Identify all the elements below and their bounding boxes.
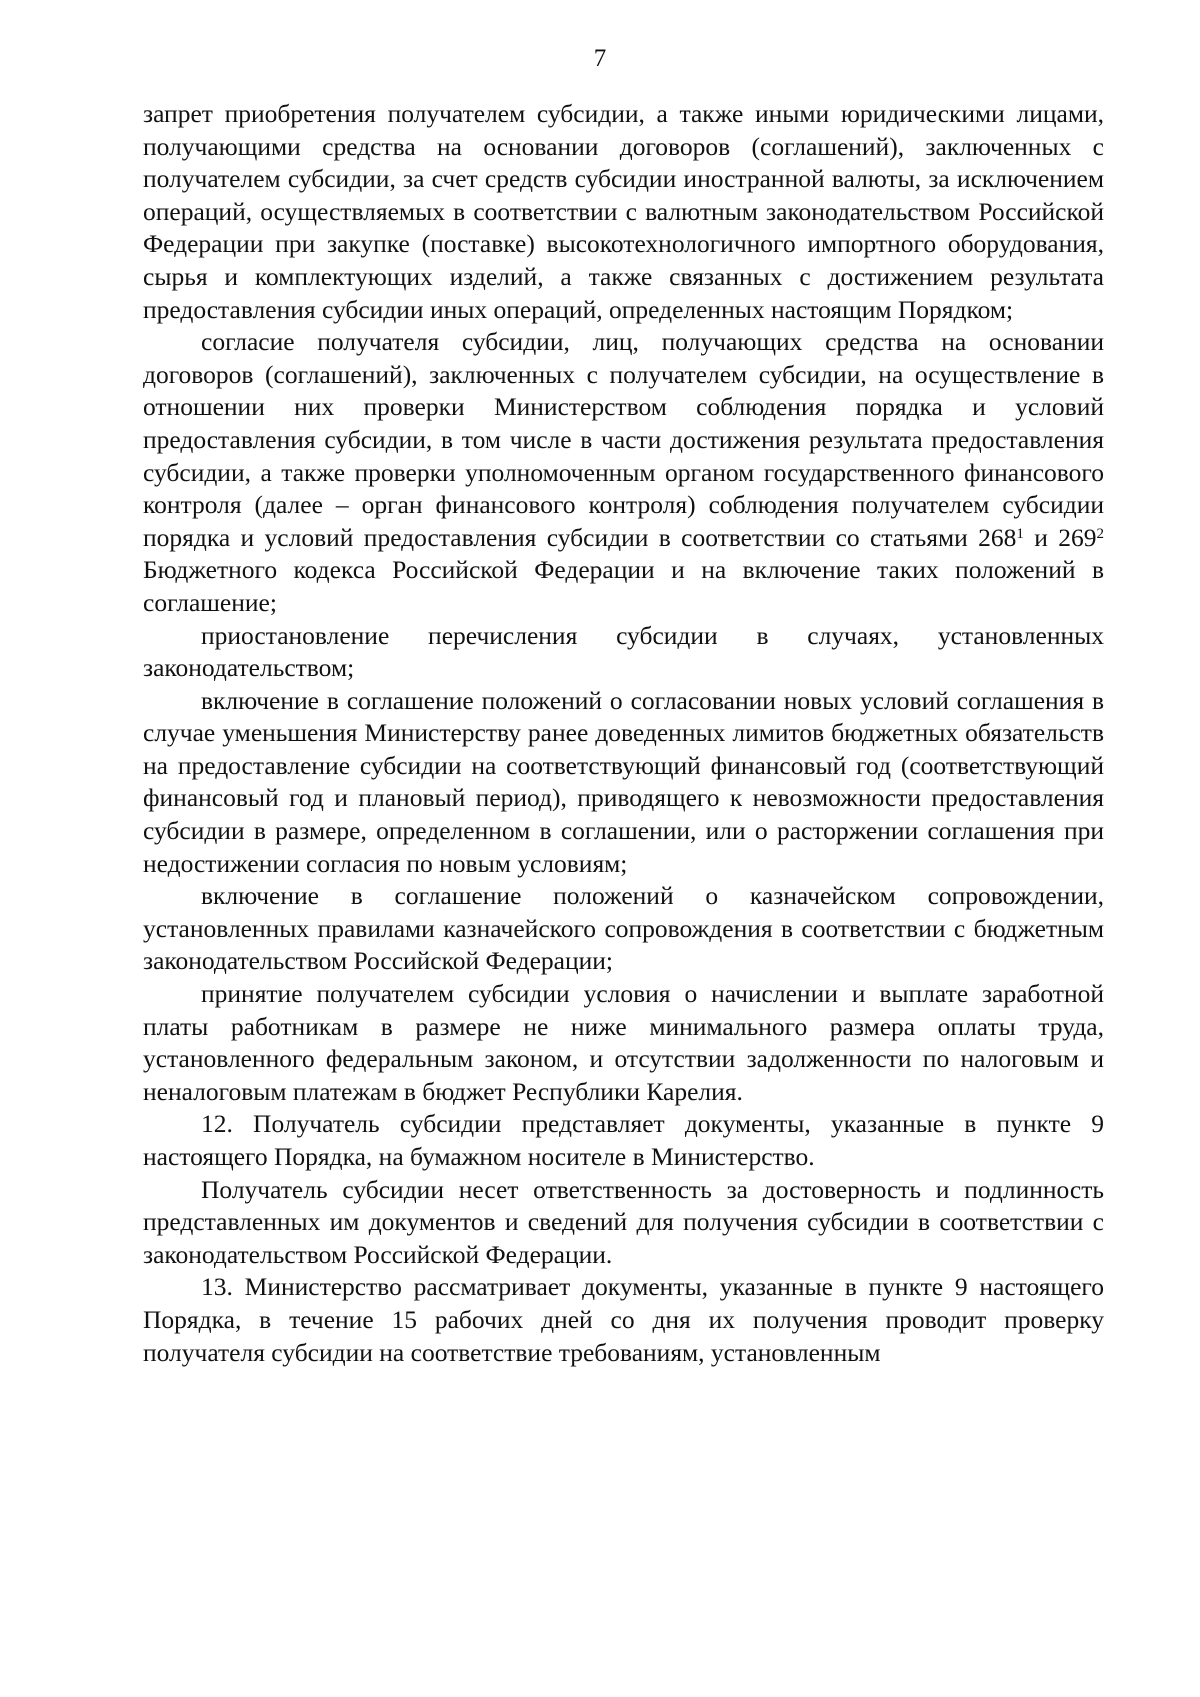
superscript: 1 xyxy=(1016,525,1024,542)
paragraph-text: и 269 xyxy=(1023,522,1097,552)
paragraph-text: Бюджетного кодекса Российской Федерации и на включение таких положений в соглашение; xyxy=(143,555,1104,617)
paragraph-suspension: приостановление перечисления субсидии в случаях, установленных законодательством; xyxy=(143,620,1104,683)
paragraph-new-conditions: включение в соглашение положений о согласовании новых условий соглашения в случае уменьшения Министерству ранее доведенных лимитов бюджетных обязательств на предоставление субсидии на соответствующий финансовый год (соответствующий финансовый год и плановый период), приводящего к невозможности предоставления субсидии в размере, определенном в соглашении, или о расторжении соглашения при недостижении согласия по новым условиям; xyxy=(143,685,1104,878)
paragraph-item-13: 13. Министерство рассматривает документы, указанные в пункте 9 настоящего Порядка, в течение 15 рабочих дней со дня их получения проводит проверку получателя субсидии на соответствие требованиям, установленным xyxy=(143,1272,1104,1367)
paragraph-text: согласие получателя субсидии, лиц, получающих средства на основании договоров (соглашений), заключенных с получателем субсидии, на осуществление в отношении них проверки Министерством соблюдения порядка и условий предоставления субсидии, в том числе в части достижения результата предоставления субсидии, а также проверки уполномоченным органом государственного финансового контроля (далее – орган финансового контроля) соблюдения получателем субсидии порядка и условий предоставления субсидии в соответствии со статьями 268 xyxy=(143,327,1104,552)
page-number: 7 xyxy=(593,45,607,72)
document-body xyxy=(143,98,1104,1369)
paragraph-currency-purchase-ban: запрет приобретения получателем субсидии, а также иными юридическими лицами, получающими средства на основании договоров (соглашений), заключенных с получателем субсидии, за счет средств субсидии иностранной валюты, за исключением операций, осуществляемых в соответствии с валютным законодательством Российской Федерации при закупке (поставке) высокотехнологичного импортного оборудования, сырья и комплектующих изделий, а также связанных с достижением результата предоставления субсидии иных операций, определенных настоящим Порядком; xyxy=(143,99,1104,324)
paragraph-treasury-support: включение в соглашение положений о казначейском сопровождении, установленных правилами казначейского сопровождения в соответствии с бюджетным законодательством Российской Федерации; xyxy=(143,881,1104,976)
paragraph-inspection-consent xyxy=(143,326,1104,619)
superscript: 2 xyxy=(1096,525,1104,542)
paragraph-responsibility: Получатель субсидии несет ответственность за достоверность и подлинность представленных им документов и сведений для получения субсидии в соответствии с законодательством Российской Федерации. xyxy=(143,1174,1104,1269)
paragraph-wages: принятие получателем субсидии условия о начислении и выплате заработной платы работникам в размере не ниже минимального размера оплаты труда, установленного федеральным законом, и отсутствии задолженности по налоговым и неналоговым платежам в бюджет Республики Карелия. xyxy=(143,979,1104,1106)
paragraph-item-12: 12. Получатель субсидии представляет документы, указанные в пункте 9 настоящего Порядка, на бумажном носителе в Министерство. xyxy=(143,1109,1104,1171)
